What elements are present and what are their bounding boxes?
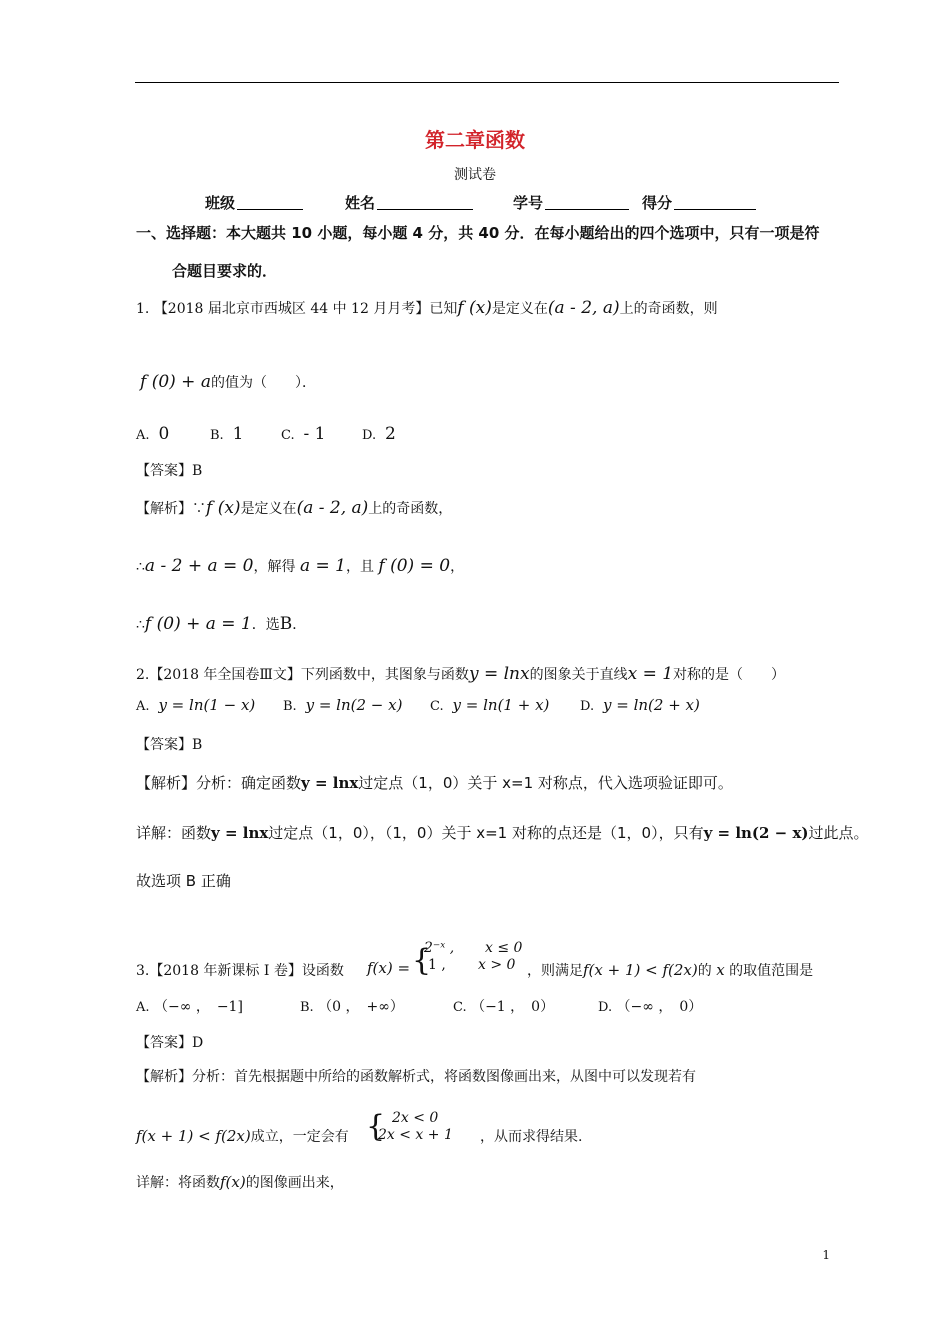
q2-detail: 详解：函数y = lnx过定点（1，0），（1，0）关于 x=1 对称的点还是（1，0），只有y = ln(2 − x)过此点。 xyxy=(136,824,869,842)
name-label: 姓名 xyxy=(345,194,376,212)
q3-case2-val: 1 , xyxy=(428,957,446,973)
q2-option-a[interactable]: A. y = ln(1 − x) xyxy=(136,696,256,714)
q1-step3: ∴f (0) + a = 1．选B． xyxy=(136,614,307,634)
q3-cond-end: ，从而求得结果. xyxy=(480,1129,583,1145)
q3-option-b[interactable]: B. （0 ， +∞） xyxy=(300,999,404,1015)
q1-stem-line2 xyxy=(140,372,316,392)
q1-step2: ∴a - 2 + a = 0，解得 a = 1，且 f (0) = 0， xyxy=(136,556,465,576)
class-field xyxy=(205,192,303,213)
q2-analysis: 【解析】分析：确定函数y = lnx过定点（1，0）关于 x=1 对称点，代入选项验证即可。 xyxy=(136,774,733,792)
q1-expr: f (0) + a xyxy=(140,372,211,392)
q3-system-brace-icon: { xyxy=(366,1109,386,1144)
name-blank[interactable] xyxy=(377,195,473,210)
q3-analysis: 【解析】分析：首先根据题中所给的函数解析式，将函数图像画出来，从图中可以发现若有 xyxy=(136,1069,696,1085)
q2-conclusion: 故选项 B 正确 xyxy=(136,872,231,890)
page-subtitle: 测试卷 xyxy=(454,167,496,183)
q2-answer: 【答案】B xyxy=(136,737,203,753)
page-title: 第二章函数 xyxy=(425,128,525,152)
id-field xyxy=(513,192,629,213)
q1-option-d[interactable]: D. 2 xyxy=(362,424,396,444)
score-label: 得分 xyxy=(642,194,673,212)
q1-answer: 【答案】B xyxy=(136,463,203,479)
q3-option-c[interactable]: C. （−1 ， 0） xyxy=(453,999,555,1015)
class-blank[interactable] xyxy=(237,195,303,210)
section-heading-line1: 一、选择题：本大题共 10 小题，每小题 4 分，共 40 分．在每小题给出的四个选项中，只有一项是符 xyxy=(136,224,820,242)
class-label: 班级 xyxy=(205,194,236,212)
q3-brace-icon: { xyxy=(412,943,432,978)
q2-option-c[interactable]: C. y = ln(1 + x) xyxy=(430,696,550,714)
name-field xyxy=(345,192,473,213)
page-number: 1 xyxy=(822,1248,830,1262)
q3-condition: f(x + 1) < f(2x)成立，一定会有 xyxy=(136,1127,349,1145)
score-field xyxy=(642,192,756,213)
q3-case1-cond: x ≤ 0 xyxy=(485,940,523,956)
q1-fx: f (x) xyxy=(457,298,492,318)
q1-stem xyxy=(136,298,718,318)
q1-text-c: 的值为（ ）． xyxy=(210,375,316,391)
q1-option-b[interactable]: B. 1 xyxy=(210,424,244,444)
q3-stem-rest: ，则满足f(x + 1) < f(2x)的 x 的取值范围是 xyxy=(527,961,814,979)
q3-fx: f(x) = xyxy=(367,959,411,977)
q3-answer: 【答案】D xyxy=(136,1035,204,1051)
q2-stem: 2.【2018 年全国卷Ⅲ文】下列函数中，其图象与函数y = lnx的图象关于直线x = 1对称的是（ ） xyxy=(136,664,786,684)
q1-source: 【2018 届北京市西城区 44 中 12 月月考】已知 xyxy=(153,301,458,317)
q3-prefix: 3.【2018 年新课标 I 卷】设函数 xyxy=(136,963,344,979)
q1-number: 1. xyxy=(136,301,150,317)
q1-option-a[interactable]: A. 0 xyxy=(136,424,170,444)
q1-interval: (a - 2, a) xyxy=(547,298,620,318)
q3-case2-cond: x > 0 xyxy=(478,957,516,973)
q1-analysis: 【解析】∵f (x)是定义在(a - 2, a)上的奇函数， xyxy=(136,498,453,518)
q3-case1-val: 2⁻ˣ , xyxy=(424,940,455,956)
id-label: 学号 xyxy=(513,194,544,212)
q3-option-a[interactable]: A. （−∞ ， −1] xyxy=(136,999,243,1015)
q3-detail: 详解：将函数f(x)的图像画出来， xyxy=(136,1173,344,1191)
q3-option-d[interactable]: D. （−∞ ， 0） xyxy=(598,999,703,1015)
q3-sys1: 2x < 0 xyxy=(392,1110,439,1126)
header-rule xyxy=(135,82,839,83)
q1-text-b: 上的奇函数，则 xyxy=(619,301,718,317)
q2-line: x = 1 xyxy=(627,664,674,684)
q3-sys2: 2x < x + 1 xyxy=(378,1127,453,1143)
q2-option-b[interactable]: B. y = ln(2 − x) xyxy=(283,696,403,714)
q2-option-d[interactable]: D. y = ln(2 + x) xyxy=(580,696,700,714)
q1-option-c[interactable]: C. - 1 xyxy=(281,424,326,444)
q2-func: y = lnx xyxy=(468,664,530,684)
section-heading-line2: 合题目要求的． xyxy=(172,262,278,280)
id-blank[interactable] xyxy=(545,195,629,210)
score-blank[interactable] xyxy=(674,195,756,210)
q1-text-a: 是定义在 xyxy=(491,301,548,317)
